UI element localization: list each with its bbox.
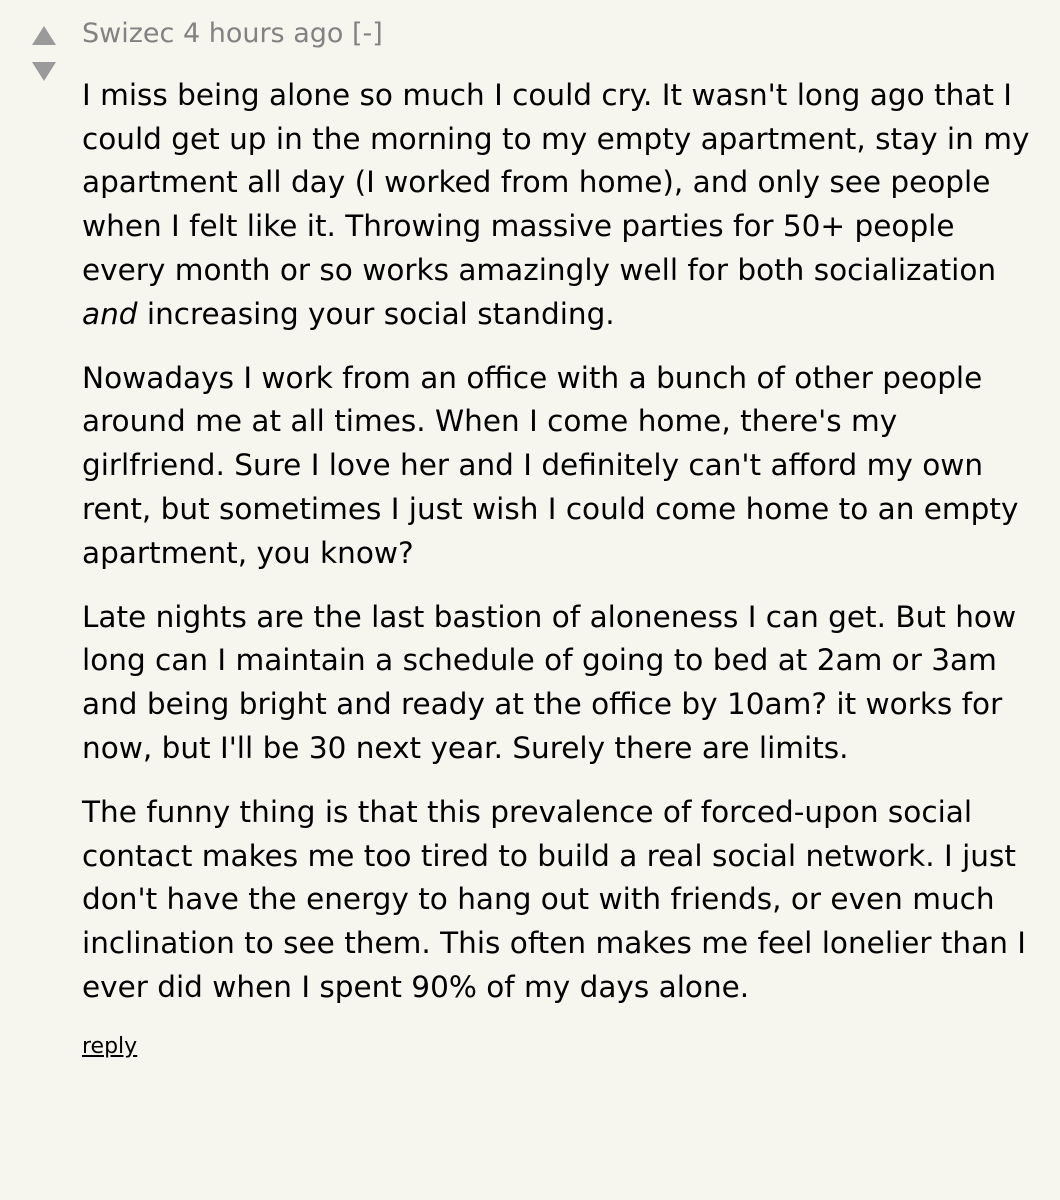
- downvote-arrow-icon[interactable]: [32, 62, 56, 81]
- comment-paragraph-3: Late nights are the last bastion of aloneness I can get. But how long can I maintain a schedule of going to bed at 2am or 3am and being bright and ready at the office by 10am? it works for now, but I'll be 30 next year. Surely there are limits.: [82, 599, 1017, 765]
- paragraph-text: increasing your social standing.: [137, 296, 615, 331]
- comment-author-link[interactable]: Swizec: [82, 18, 175, 49]
- collapse-toggle[interactable]: [-]: [352, 18, 383, 49]
- vote-controls: [32, 26, 58, 81]
- comment-paragraph-4: The funny thing is that this prevalence of forced-upon social contact makes me too tired to build a real social network. I just don't have the energy to hang out with friends, or even much inclination to see them. This often makes me feel lonelier than I ever did when I spent 90% of my days alone.: [82, 795, 1026, 1004]
- comment-header: [82, 14, 1042, 54]
- comment-paragraph-1: [82, 74, 1042, 336]
- reply-container: [82, 1032, 1042, 1062]
- paragraph-text: I miss being alone so much I could cry. It wasn't long ago that I could get up in the morning to my empty apartment, stay in my apartment all day (I worked from home), and only see people when I felt like it. Throwing massive parties for 50+ people every month or so works amazingly well for both socialization: [82, 78, 1030, 287]
- comment-paragraph-2: Nowadays I work from an office with a bunch of other people around me at all times. When I come home, there's my girlfriend. Sure I love her and I definitely can't afford my own rent, but sometimes I just wish I could come home to an empty apartment, you know?: [82, 360, 1019, 570]
- comment: [82, 14, 1042, 1062]
- reply-link[interactable]: reply: [82, 1033, 138, 1059]
- emphasis-text: and: [82, 296, 138, 331]
- comment-age[interactable]: 4 hours ago: [182, 18, 344, 49]
- comment-text: [82, 74, 1042, 1010]
- upvote-arrow-icon[interactable]: [32, 26, 56, 45]
